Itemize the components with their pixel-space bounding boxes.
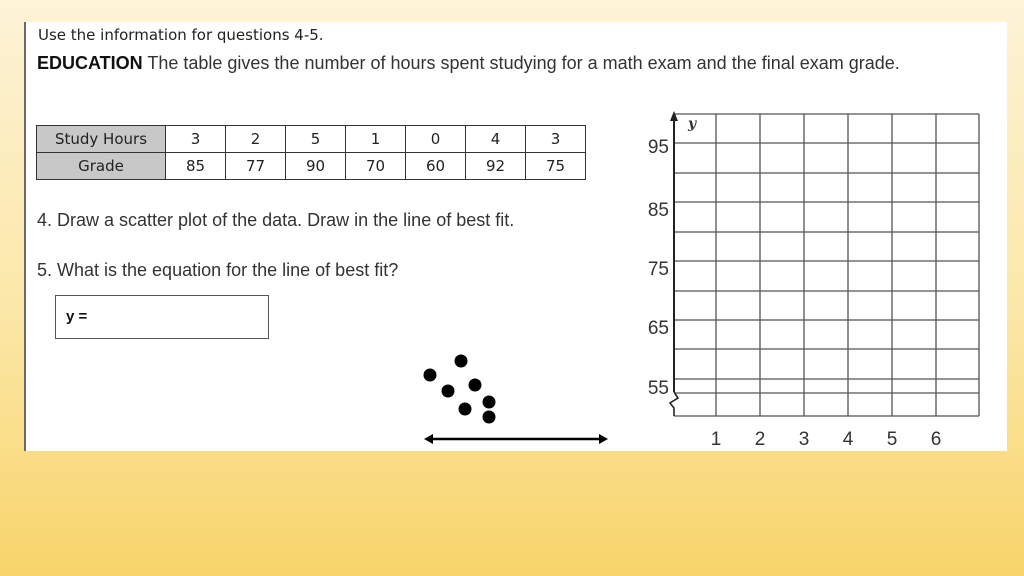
grade-cell: 60	[406, 153, 466, 180]
y-axis-label: y	[688, 116, 697, 132]
row-label-grade: Grade	[37, 153, 166, 180]
x-tick-label: 6	[930, 429, 942, 450]
hours-cell: 5	[286, 126, 346, 153]
y-tick-label: 85	[647, 200, 669, 221]
x-tick-label: 5	[886, 429, 898, 450]
answer-label: y =	[66, 308, 88, 325]
grade-cell: 77	[226, 153, 286, 180]
hours-cell: 3	[526, 126, 586, 153]
y-tick-label: 55	[647, 378, 669, 399]
scatter-plot-icon	[424, 355, 496, 424]
question-5: 5. What is the equation for the line of best fit?	[37, 260, 399, 280]
grade-cell: 92	[466, 153, 526, 180]
double-arrow-icon	[424, 434, 608, 444]
grade-cell: 75	[526, 153, 586, 180]
x-tick-label: 2	[754, 429, 766, 450]
hours-cell: 0	[406, 126, 466, 153]
row-label-hours: Study Hours	[37, 126, 166, 153]
graph-grid	[674, 114, 979, 416]
question-4: 4. Draw a scatter plot of the data. Draw in the line of best fit.	[37, 210, 515, 230]
hours-cell: 2	[226, 126, 286, 153]
intro-text: Use the information for questions 4-5.	[38, 26, 324, 44]
y-tick-label: 75	[647, 259, 669, 280]
problem-heading: EDUCATION	[37, 53, 143, 73]
drawing-layer	[26, 22, 1009, 451]
y-tick-label: 65	[647, 318, 669, 339]
grade-cell: 85	[166, 153, 226, 180]
x-tick-label: 4	[842, 429, 854, 450]
y-tick-label: 95	[647, 137, 669, 158]
hours-cell: 4	[466, 126, 526, 153]
worksheet	[24, 22, 1007, 451]
x-tick-labels	[711, 429, 942, 450]
y-axis	[670, 111, 678, 416]
hours-cell: 1	[346, 126, 406, 153]
y-tick-labels	[648, 137, 669, 399]
problem-body: The table gives the number of hours spent studying for a math exam and the final exam grade.	[147, 53, 900, 73]
grade-cell: 70	[346, 153, 406, 180]
hours-cell: 3	[166, 126, 226, 153]
x-tick-label: 1	[710, 429, 722, 450]
x-tick-label: 3	[798, 429, 810, 450]
grade-cell: 90	[286, 153, 346, 180]
